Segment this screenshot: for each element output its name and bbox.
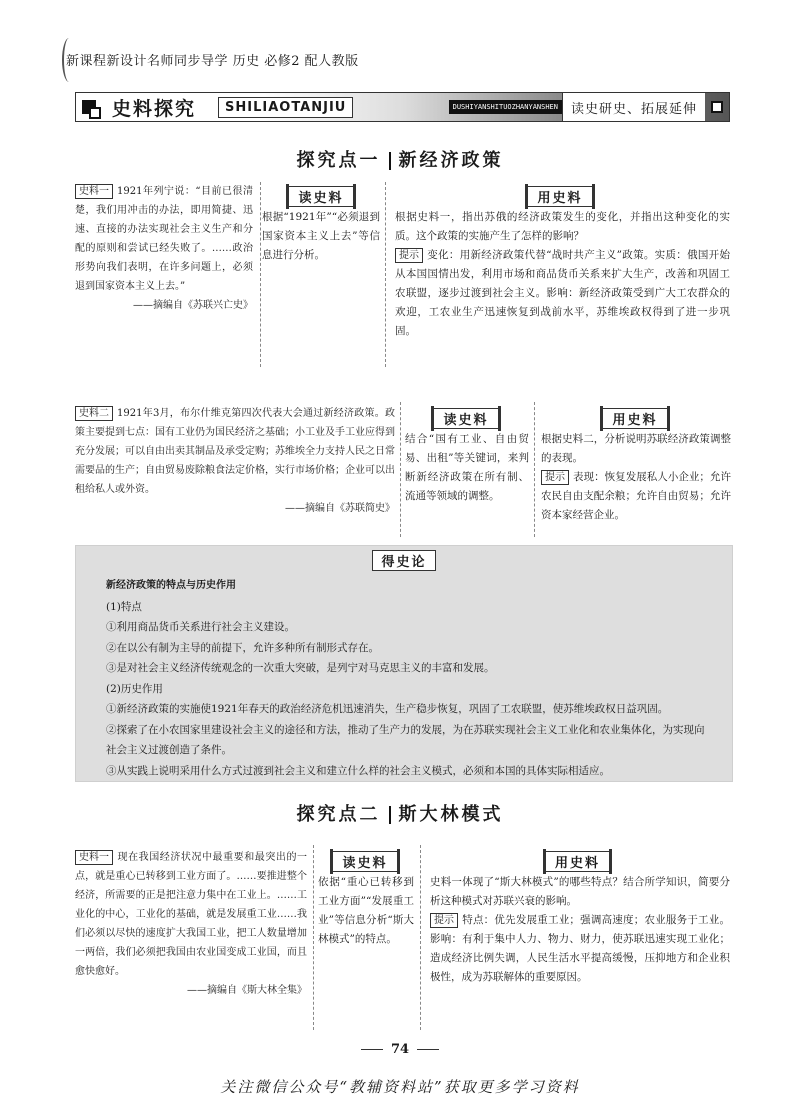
running-header: 新课程新设计名师同步导学 历史 必修2 配人教版 <box>66 54 359 69</box>
conclusion-heading: 新经济政策的特点与历史作用 <box>106 580 236 591</box>
banner-square-icon <box>82 100 96 114</box>
banner-pinyin: SHILIAOTANJIU <box>218 97 353 118</box>
conclusion-line: ②在以公有制为主导的前提下，允许多种所有制形式存在。 <box>106 641 379 654</box>
source-citation: ——摘编自《苏联兴亡史》 <box>133 300 253 311</box>
source-label: 史料一 <box>75 184 113 199</box>
source-text: 现在我国经济状况中最重要和最突出的一点，就是重心已转移到工业方面了。……要推进整个经济，所需要的正是把注意力集中在工业上。……工业化的中心，工业化的基础，就是发展重工业……我们必须以尽快的速度扩大我国工业，把工人数量增加一两倍，我们必须把我国由农业国变成工业国，而且愈快愈好。 <box>75 852 307 977</box>
banner-title: 史料探究 <box>112 97 197 120</box>
s1-source2 <box>75 404 395 518</box>
divider <box>260 182 261 367</box>
conclusion-line: ①新经济政策的实施使1921年春天的政治经济危机迅速消失，生产稳步恢复，巩固了工农联盟，使苏维埃政权日益巩固。 <box>106 703 669 715</box>
section1-title-b: 新经济政策 <box>398 150 504 171</box>
s1-source1 <box>75 182 253 315</box>
source-citation: ——摘编自《斯大林全集》 <box>187 985 307 996</box>
conclusion-box <box>75 545 733 782</box>
page-number-line <box>361 1049 383 1050</box>
hint-label: 提示 <box>541 470 569 485</box>
conclusion-line: ①利用商品货币关系进行社会主义建设。 <box>106 621 295 633</box>
hint-text: 特点：优先发展重工业；强调高速度；农业服务于工业。影响：有利于集中人力、物力、财力，使苏联迅速实现工业化；造成经济比例失调，人民生活水平提高缓慢，压抑地方和企业积极性，成为苏联解体的重要原因。 <box>430 914 730 983</box>
use-question: 史料一体现了“斯大林模式”的哪些特点？结合所学知识，简要分析这种模式对苏联兴衰的影响。 <box>430 876 730 907</box>
source-text: 1921年3月，布尔什维克第四次代表大会通过新经济政策。政策主要提到七点：国有工业仍为国民经济之基础；小工业及手工业应得到充分发展；可以自由出卖其制品及承受定购；苏维埃全力支持人民之日常需要品的生产；自由贸易废除粮食法定价格，实行市场价格；企业可以出租给私人或外资。 <box>75 408 395 495</box>
hint-label: 提示 <box>430 913 458 928</box>
section2-title-b: 斯大林模式 <box>398 804 504 825</box>
conclusion-line: ②探索了在小农国家里建设社会主义的途径和方法，推动了生产力的发展，为在苏联实现社会主义工业化和农业集体化，为实现向社会主义过渡创造了条件。 <box>106 723 705 756</box>
divider <box>313 845 314 1030</box>
s1-read-text: 根据“1921年”“必须退到国家资本主义上去”等信息进行分析。 <box>262 211 380 261</box>
s1-use-title-2: 用史料 <box>538 408 732 429</box>
conclusion-title: 得史论 <box>76 550 732 571</box>
conclusion-line: ③从实践上说明采用什么方式过渡到社会主义和建立什么样的社会主义模式，必须和本国的具体实际相适应。 <box>106 764 610 777</box>
s1-use-text <box>395 208 730 341</box>
s2-source1 <box>75 848 307 1000</box>
source-citation: ——摘编自《苏联简史》 <box>285 503 395 514</box>
use-question: 根据史料一，指出苏俄的经济政策发生的变化，并指出这种变化的实质。这个政策的实施产生了怎样的影响？ <box>395 211 730 242</box>
footer-note: 关注微信公众号“教辅资料站”获取更多学习资料 <box>220 1078 580 1096</box>
source-label: 史料一 <box>75 850 113 865</box>
conclusion-line: ③是对社会主义经济传统观念的一次重大突破，是列宁对马克思主义的丰富和发展。 <box>106 662 495 674</box>
banner-square-icon-right <box>711 101 723 113</box>
banner-subtitle: 读史研史、拓展延伸 <box>562 93 705 121</box>
hint-text: 变化：用新经济政策代替“战时共产主义”政策。实质：俄国开始从本国国情出发，利用市场和商品货币关系来扩大生产，改善和巩固工农联盟，逐步过渡到社会主义。影响：新经济政策受到广大工农群众的欢迎，工农业生产迅速恢复到战前水平，苏维埃政权得到了进一步巩固。 <box>395 249 730 337</box>
source-text: 1921年列宁说：“目前已很清楚，我们用冲击的办法，即用简捷、迅速、直接的办法实现社会主义生产和分配的原则和尝试已经失败了。……政治形势向我们表明，在许多问题上，必须退到国家资本主义上去。” <box>75 186 253 292</box>
divider <box>385 182 386 367</box>
section1-title-a: 探究点一 <box>296 150 381 171</box>
hint-text: 表现：恢复发展私人小企业；允许农民自由支配余粮；允许自由贸易；允许资本家经营企业。 <box>541 471 731 521</box>
hint-label: 提示 <box>395 248 423 263</box>
title-divider <box>389 806 391 824</box>
s1-read-text-2: 结合“国有工业、自由贸易、出租”等关键词，来判断新经济政策在所有制、流通等领域的调整。 <box>405 433 529 502</box>
s1-use-title: 用史料 <box>390 186 730 207</box>
s2-read-text: 依据“重心已转移到工业方面”“发展重工业”等信息分析“斯大林模式”的特点。 <box>318 876 414 945</box>
section2-title-a: 探究点二 <box>296 804 381 825</box>
divider <box>400 402 401 537</box>
section1-title <box>0 146 800 172</box>
divider <box>420 845 421 1030</box>
title-divider <box>389 152 391 170</box>
use-question: 根据史料二，分析说明苏联经济政策调整的表现。 <box>541 433 731 464</box>
s2-use-text <box>430 873 730 987</box>
divider <box>534 402 535 537</box>
page-number-line <box>417 1049 439 1050</box>
section2-title <box>0 800 800 826</box>
conclusion-body <box>106 576 706 781</box>
source-label: 史料二 <box>75 406 113 421</box>
s1-read-title: 读史料 <box>262 186 380 207</box>
s1-read-title-2: 读史料 <box>402 408 530 429</box>
s2-use-title: 用史料 <box>425 851 730 872</box>
s1-use-text-2 <box>541 430 731 525</box>
page-number: 74 <box>0 1042 800 1057</box>
conclusion-line: (2)历史作用 <box>106 682 163 695</box>
banner-subtitle-pinyin: DUSHIYANSHITUOZHANYANSHEN <box>449 100 562 114</box>
conclusion-line: (1)特点 <box>106 600 142 613</box>
s2-read-title: 读史料 <box>315 851 415 872</box>
section-banner <box>75 92 730 122</box>
